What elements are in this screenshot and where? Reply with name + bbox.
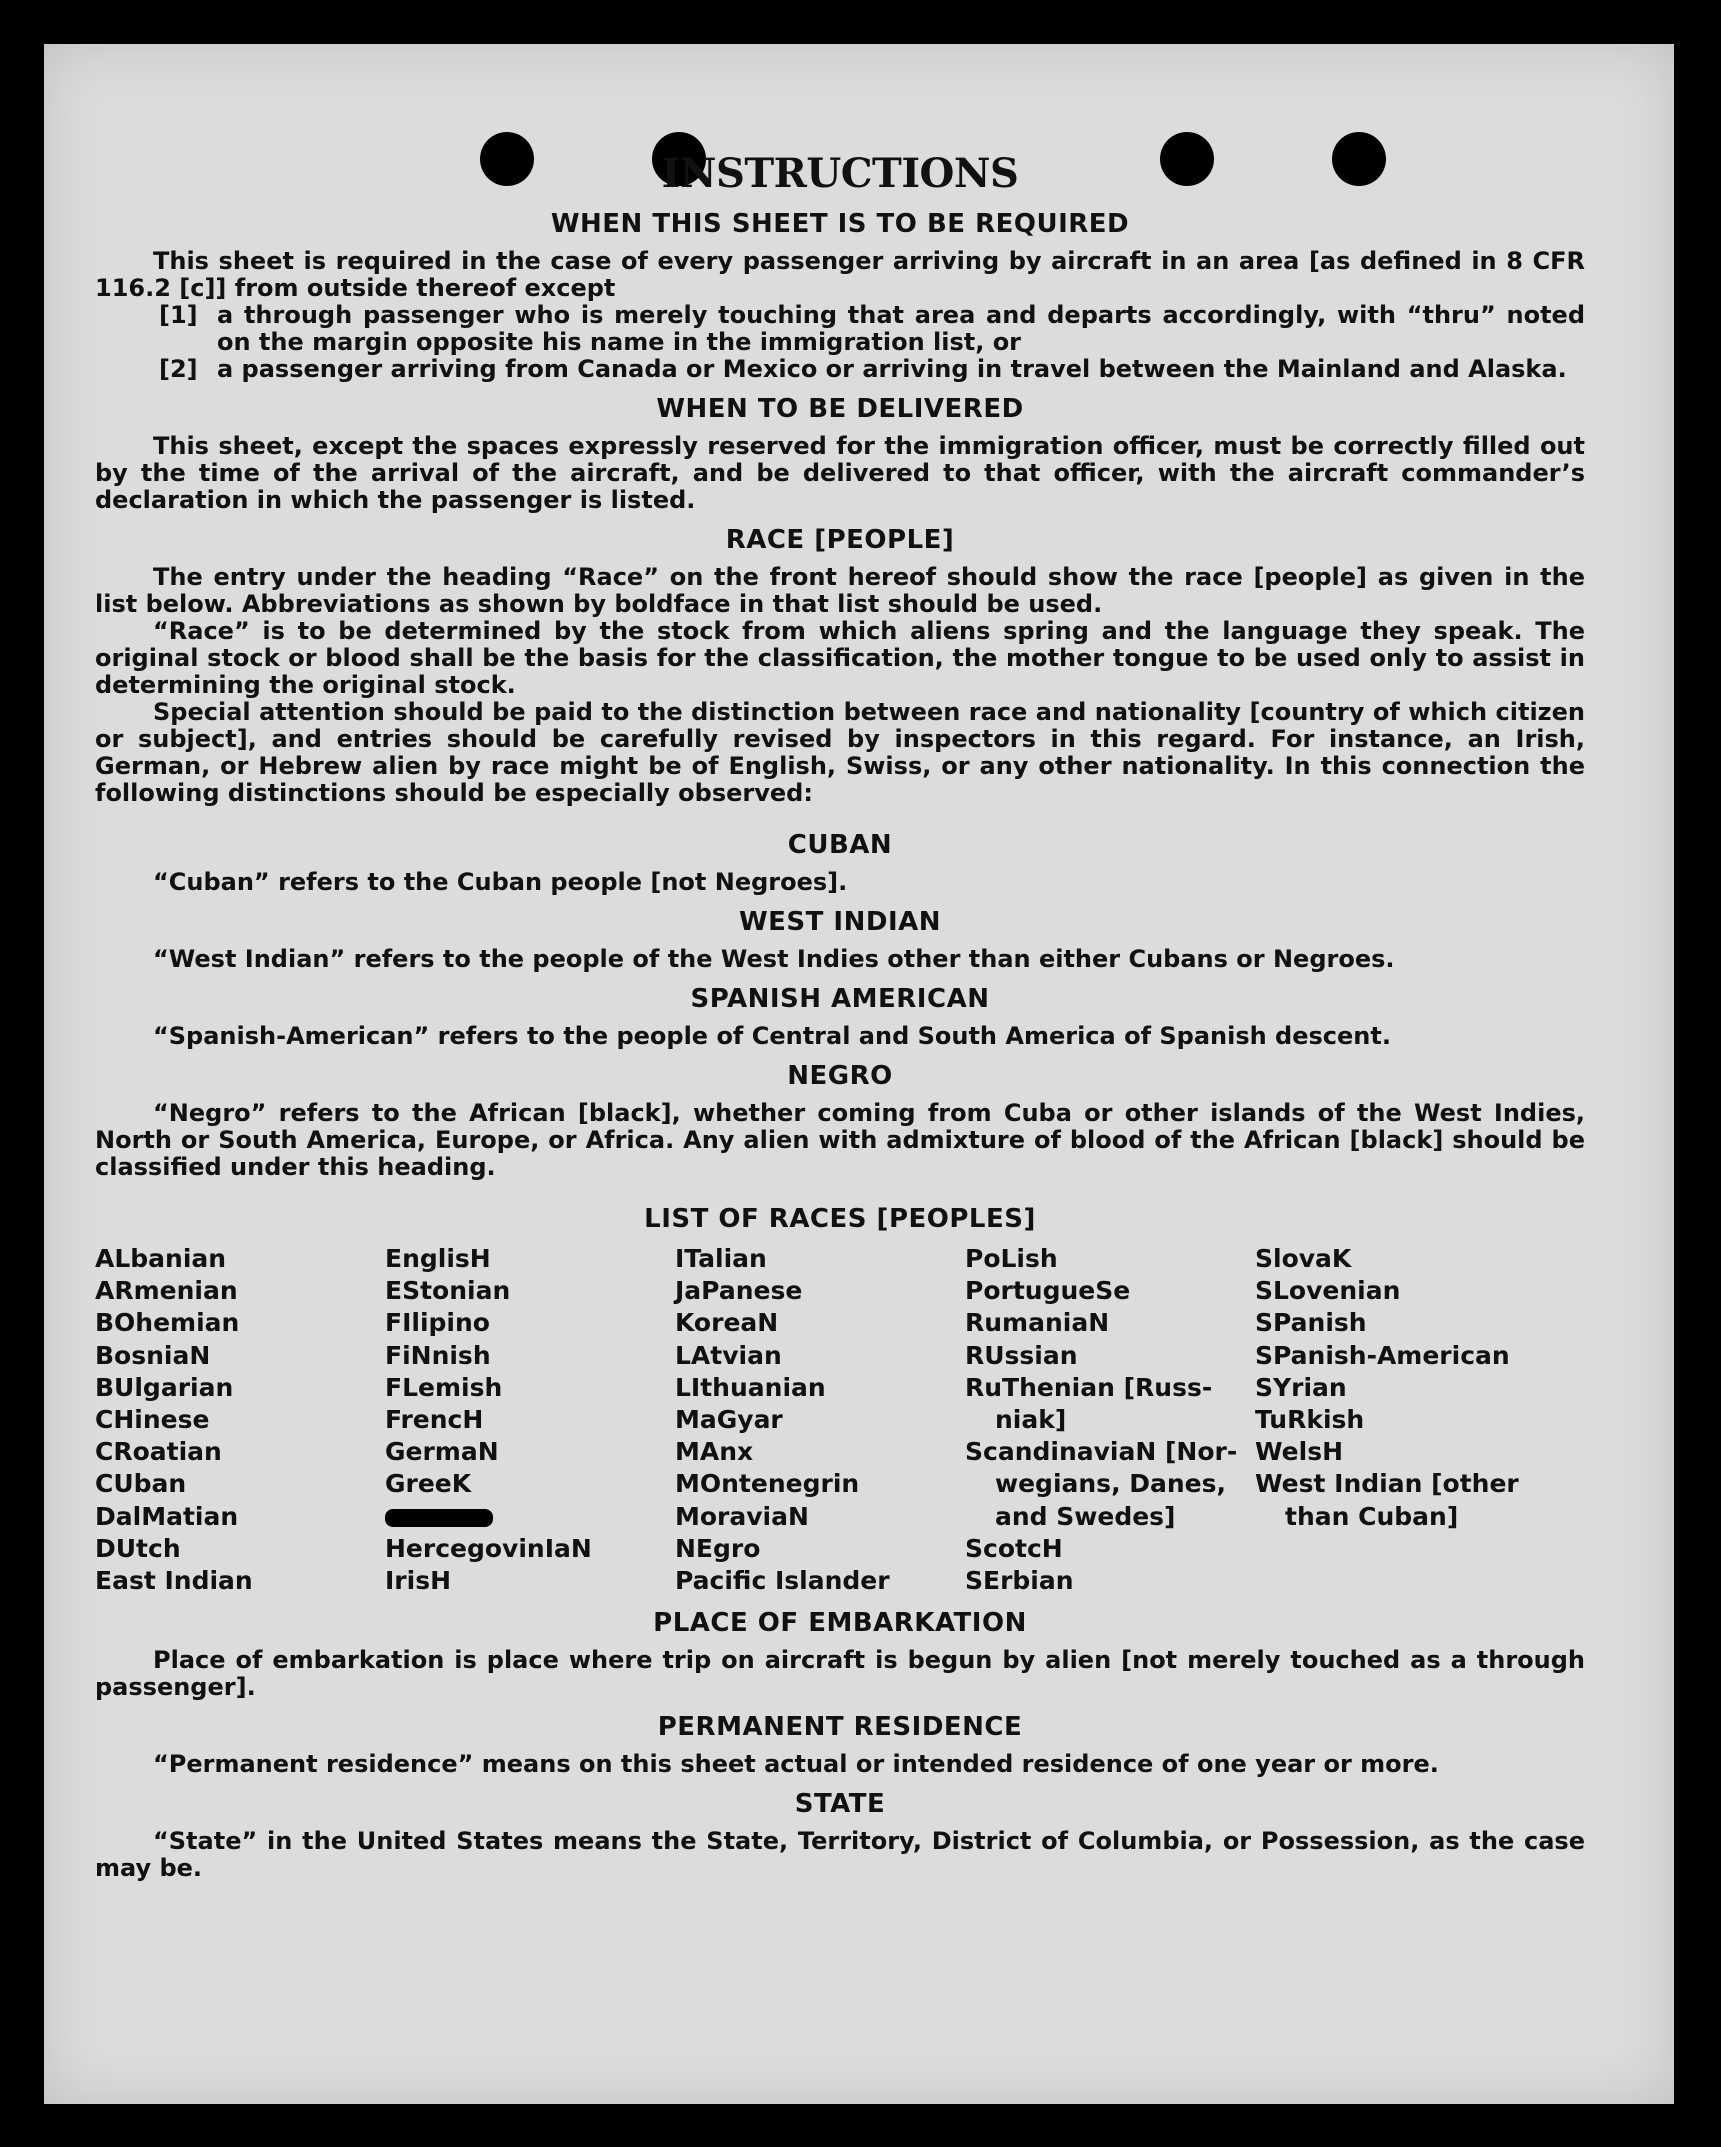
race-entry: LIthuanian (675, 1372, 826, 1402)
section-paragraph: The entry under the heading “Race” on the front hereof should show the race [people] as given in the list below. Abbreviations as shown by boldface in that list should be used. (95, 563, 1585, 618)
race-entry: GreeK (385, 1469, 472, 1499)
race-entry: CHinese (95, 1405, 210, 1435)
races-column (95, 1243, 385, 1597)
race-entry: and Swedes] (995, 1501, 1176, 1531)
race-entry: CRoatian (95, 1437, 222, 1467)
section-heading-list-of-races: LIST OF RACES [PEOPLES] (644, 1204, 1036, 1234)
section-paragraph: This sheet, except the spaces expressly reserved for the immigration officer, must be correctly filled out by the time of the arrival of the aircraft, and be delivered to that officer, with the aircraft commander’s declaration in which the passenger is listed. (95, 432, 1585, 514)
section-paragraph: Special attention should be paid to the distinction between race and nationality [country of which citizen or subject], and entries should be carefully revised by inspectors in this regard. For instance, an Irish, German, or Hebrew alien by race might be of English, Swiss, or any other nationality. In this connection the following distinctions should be especially observed: (95, 698, 1585, 807)
section-heading-embarkation: PLACE OF EMBARKATION (653, 1608, 1027, 1639)
item-number: [1] (159, 301, 198, 329)
race-entry: MAnx (675, 1437, 754, 1467)
race-entry: KoreaN (675, 1308, 779, 1338)
race-entry: IrisH (385, 1566, 452, 1596)
race-entry: BosniaN (95, 1340, 211, 1370)
race-entry: ARmenian (95, 1276, 238, 1306)
section-heading-spanish-american: SPANISH AMERICAN (690, 984, 990, 1014)
race-entry: FrencH (385, 1405, 484, 1435)
section-heading-delivered: WHEN TO BE DELIVERED (656, 394, 1024, 424)
race-entry: Pacific Islander (675, 1566, 890, 1596)
race-entry: MaGyar (675, 1405, 783, 1435)
race-entry: RuThenian [Russ- (965, 1372, 1213, 1402)
redacted-entry (385, 1501, 675, 1533)
race-entry: PoLish (965, 1244, 1058, 1273)
race-entry: SPanish (1255, 1308, 1367, 1338)
list-item (95, 356, 1585, 383)
section-paragraph: “West Indian” refers to the people of the West Indies other than either Cubans or Negroes. (153, 945, 1395, 973)
race-entry: West Indian [other (1255, 1469, 1519, 1499)
race-entry: PortugueSe (965, 1276, 1131, 1306)
race-entry: FIlipino (385, 1308, 490, 1338)
race-entry: MoraviaN (675, 1501, 809, 1531)
section-heading-negro: NEGRO (787, 1061, 893, 1091)
item-number: [2] (159, 355, 198, 383)
section-paragraph: This sheet is required in the case of every passenger arriving by aircraft in an area [as defined in 8 CFR 116.2 [c]] from outside thereof except (95, 247, 1585, 302)
list-item (95, 302, 1585, 356)
race-entry: TuRkish (1255, 1405, 1365, 1435)
race-entry: East Indian (95, 1566, 253, 1596)
race-entry: EnglisH (385, 1244, 491, 1273)
section-paragraph: “Negro” refers to the African [black], whether coming from Cuba or other islands of the West Indies, North or South America, Europe, or Africa. Any alien with admixture of blood of the African [black] should be classified under this heading. (95, 1099, 1585, 1181)
section-heading-cuban: CUBAN (787, 830, 893, 860)
item-text: a passenger arriving from Canada or Mexico or arriving in travel between the Mainland and Alaska. (217, 355, 1567, 383)
race-entry: SYrian (1255, 1372, 1347, 1402)
section-heading-state: STATE (794, 1789, 886, 1820)
race-entry: ScotcH (965, 1533, 1063, 1563)
race-entry: ITalian (675, 1244, 767, 1273)
race-entry: MOntenegrin (675, 1469, 860, 1499)
race-entry: BOhemian (95, 1308, 240, 1338)
race-entry: RumaniaN (965, 1308, 1110, 1338)
section-heading-race: RACE [PEOPLE] (725, 525, 955, 555)
race-entry: SlovaK (1255, 1244, 1352, 1273)
race-entry: BUlgarian (95, 1372, 234, 1402)
race-entry: SPanish-American (1255, 1340, 1510, 1370)
race-entry: RUssian (965, 1340, 1078, 1370)
races-column (965, 1243, 1255, 1597)
section-heading-residence: PERMANENT RESIDENCE (657, 1712, 1023, 1743)
race-entry: DUtch (95, 1533, 181, 1563)
race-entry: LAtvian (675, 1340, 782, 1370)
race-entry: SErbian (965, 1566, 1074, 1596)
races-column (675, 1243, 965, 1597)
section-paragraph: “Spanish-American” refers to the people of Central and South America of Spanish descent. (153, 1022, 1391, 1050)
section-heading-required: WHEN THIS SHEET IS TO BE REQUIRED (550, 209, 1130, 239)
race-entry: ALbanian (95, 1244, 227, 1273)
races-column (385, 1243, 675, 1597)
item-text: a through passenger who is merely touching that area and departs accordingly, with “thru” noted on the margin opposite his name in the immigration list, or (217, 301, 1585, 356)
instructions-content (95, 150, 1585, 1882)
race-entry: WelsH (1255, 1437, 1344, 1467)
section-paragraph: “State” in the United States means the State, Territory, District of Columbia, or Possession, as the case may be. (95, 1827, 1585, 1883)
section-heading-west-indian: WEST INDIAN (738, 907, 942, 937)
race-entry: FLemish (385, 1372, 503, 1402)
races-list (95, 1243, 1585, 1597)
race-entry: SLovenian (1255, 1276, 1401, 1306)
race-entry: EStonian (385, 1276, 511, 1306)
section-paragraph: “Cuban” refers to the Cuban people [not Negroes]. (153, 868, 848, 896)
race-entry: wegians, Danes, (995, 1469, 1227, 1499)
race-entry: DalMatian (95, 1501, 239, 1531)
race-entry: JaPanese (675, 1276, 803, 1306)
page-title: INSTRUCTIONS (661, 150, 1019, 197)
race-entry: niak] (995, 1405, 1067, 1435)
race-entry: HercegovinIaN (385, 1533, 592, 1563)
race-entry: than Cuban] (1285, 1501, 1459, 1531)
race-entry: NEgro (675, 1533, 761, 1563)
race-entry: CUban (95, 1469, 187, 1499)
races-column (1255, 1243, 1545, 1597)
section-paragraph: “Permanent residence” means on this sheet actual or intended residence of one year or more. (153, 1750, 1439, 1779)
section-paragraph: Place of embarkation is place where trip on aircraft is begun by alien [not merely touched as a through passenger]. (95, 1646, 1585, 1702)
section-paragraph: “Race” is to be determined by the stock from which aliens spring and the language they speak. The original stock or blood shall be the basis for the classification, the mother tongue to be used only to assist in determining the original stock. (95, 617, 1585, 699)
race-entry: FiNnish (385, 1340, 491, 1370)
race-entry: GermaN (385, 1437, 499, 1467)
race-entry: ScandinaviaN [Nor- (965, 1437, 1238, 1467)
